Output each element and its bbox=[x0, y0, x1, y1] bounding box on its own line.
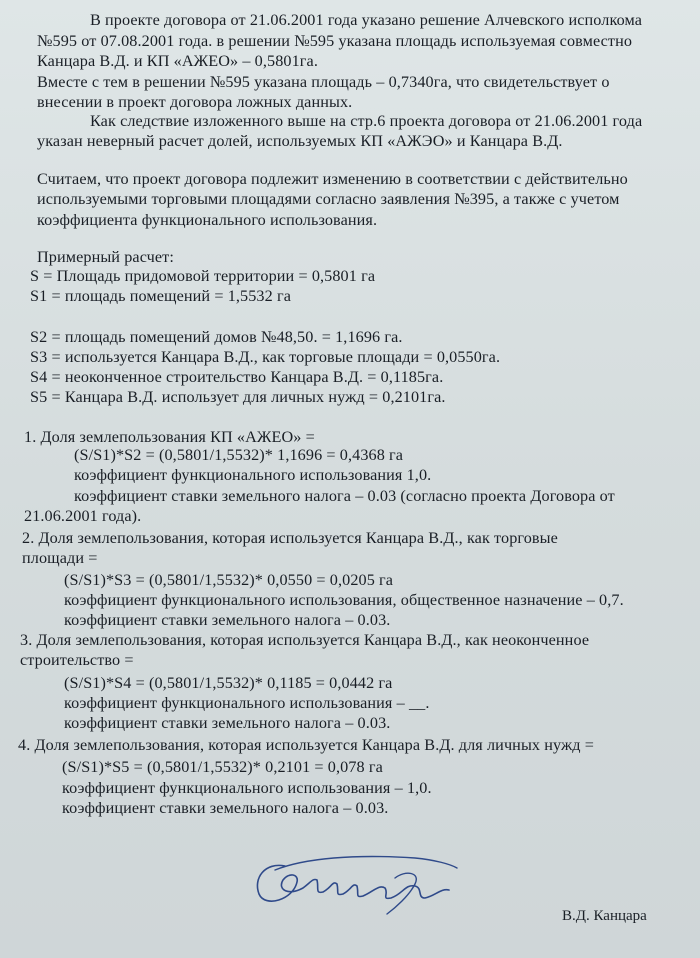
text-line: Как следствие изложенного выше на стр.6 проекта договора от 21.06.2001 года bbox=[90, 112, 643, 130]
item-line: строительство = bbox=[20, 651, 134, 669]
item-line: коэффициент функционального использования, общественное назначение – 0,7. bbox=[64, 591, 624, 609]
text-line: коэффициента функционального использования. bbox=[37, 211, 378, 229]
text-line: внесении в проект договора ложных данных. bbox=[37, 93, 353, 111]
calc-line: S5 = Канцара В.Д. использует для личных нужд = 0,2101га. bbox=[30, 388, 446, 406]
item-line: (S/S1)*S4 = (0,5801/1,5532)* 0,1185 = 0,0442 га bbox=[64, 674, 393, 692]
text-line: №595 от 07.08.2001 года. в решении №595 указана площадь используемая совместно bbox=[37, 32, 633, 50]
author-name: В.Д. Канцара bbox=[562, 908, 647, 924]
item-line: (S/S1)*S5 = (0,5801/1,5532)* 0,2101 = 0,078 га bbox=[62, 758, 383, 776]
item-heading: 1. Доля землепользования КП «АЖЕО» = bbox=[24, 428, 315, 446]
item-heading: 4. Доля землепользования, которая используется Канцара В.Д. для личных нужд = bbox=[18, 736, 594, 754]
text-line: указан неверный расчет долей, используемых КП «АЖЭО» и Канцара В.Д. bbox=[37, 132, 563, 150]
item-heading: 3. Доля землепользования, которая используется Канцара В.Д., как неоконченное bbox=[20, 631, 590, 649]
text-line: В проекте договора от 21.06.2001 года указано решение Алчевского исполкома bbox=[90, 11, 642, 29]
item-line: коэффициент ставки земельного налога – 0.03 (согласно проекта Договора от bbox=[74, 487, 615, 505]
item-line: коэффициент функционального использования – 1,0. bbox=[62, 779, 432, 797]
calc-heading: Примерный расчет: bbox=[37, 248, 174, 266]
text-line: используемыми торговыми площадями согласно заявления №395, а также с учетом bbox=[37, 190, 620, 208]
item-line: коэффициент ставки земельного налога – 0.03. bbox=[64, 611, 391, 629]
signature bbox=[245, 848, 475, 918]
item-line: (S/S1)*S2 = (0,5801/1,5532)* 1,1696 = 0,4368 га bbox=[74, 446, 404, 464]
item-line: площади = bbox=[22, 549, 98, 567]
text-line: Считаем, что проект договора подлежит изменению в соответствии с действительно bbox=[37, 170, 628, 188]
text-line: Вместе с тем в решении №595 указана площадь – 0,7340га, что свидетельствует о bbox=[37, 73, 610, 91]
item-line: коэффициент ставки земельного налога – 0.03. bbox=[64, 714, 391, 732]
text-line: Канцара В.Д. и КП «АЖЕО» – 0,5801га. bbox=[37, 52, 318, 70]
calc-line: S2 = площадь помещений домов №48,50. = 1,1696 га. bbox=[30, 328, 403, 346]
calc-line: S4 = неоконченное строительство Канцара В.Д. = 0,1185га. bbox=[30, 368, 444, 386]
calc-line: S = Площадь придомовой территории = 0,5801 га bbox=[30, 267, 376, 285]
item-line: коэффициент функционального использования 1,0. bbox=[74, 466, 432, 484]
item-line: коэффициент функционального использования – __. bbox=[64, 694, 430, 712]
calc-line: S3 = используется Канцара В.Д., как торговые площади = 0,0550га. bbox=[30, 348, 501, 366]
item-heading: 2. Доля землепользования, которая используется Канцара В.Д., как торговые bbox=[22, 529, 558, 547]
item-line: 21.06.2001 года). bbox=[24, 507, 142, 525]
item-line: (S/S1)*S3 = (0,5801/1,5532)* 0,0550 = 0,0205 га bbox=[64, 571, 394, 589]
item-line: коэффициент ставки земельного налога – 0.03. bbox=[62, 799, 389, 817]
calc-line: S1 = площадь помещений = 1,5532 га bbox=[30, 287, 291, 305]
